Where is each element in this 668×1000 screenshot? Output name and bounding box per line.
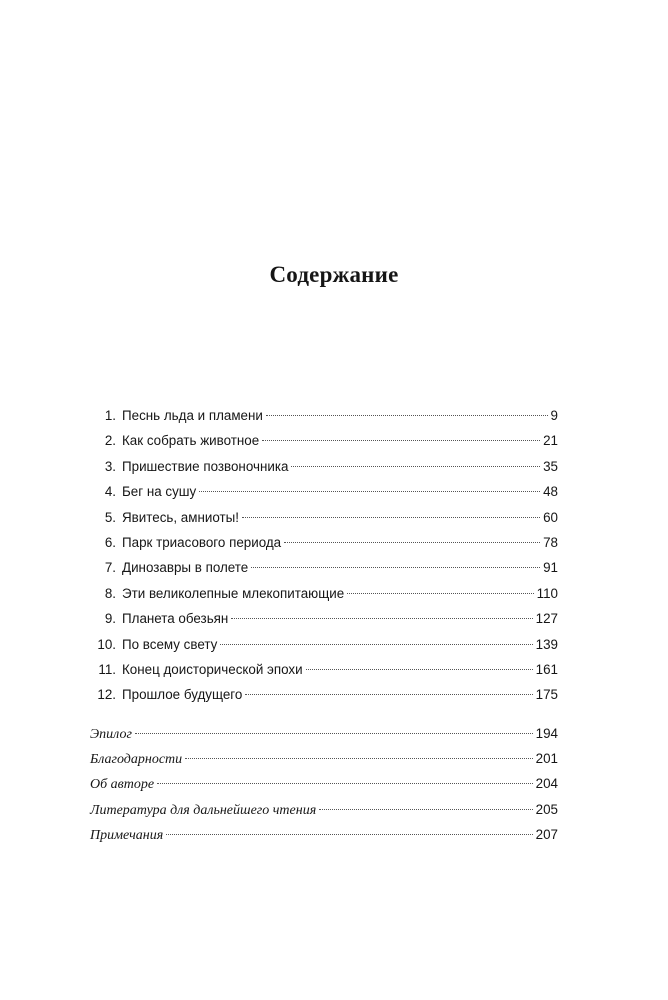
dot-leader [220,644,532,645]
dot-leader [242,517,540,518]
toc-entry-epilogue [86,721,558,746]
toc-entry-page: 60 [543,509,558,525]
toc-entry-title: Песнь льда и пламени [122,408,263,423]
toc-entry-4 [86,479,558,504]
toc-entry-about-author [86,771,558,796]
dot-leader [319,809,532,810]
toc-entry-1 [86,403,558,428]
toc-entry-6 [86,530,558,555]
toc-entry-page: 91 [543,560,558,576]
toc-entry-3 [86,454,558,479]
dot-leader [166,834,532,835]
toc-entry-number: 5. [104,509,116,525]
toc-entry-7 [86,555,558,580]
toc-entry-page: 194 [535,725,558,741]
toc-entry-title: Эпилог [90,726,132,742]
toc-entry-title: Об авторе [90,777,155,793]
toc-entry-page: 48 [543,484,558,500]
toc-entry-title: Парк триасового периода [122,534,282,550]
toc-entry-title: Эти великолепные млекопитающие [122,585,345,601]
toc-entry-number: 10. [97,636,116,652]
toc-entry-title: Примечания [90,828,164,844]
toc-entry-title: Динозавры в полете [122,560,249,576]
toc-entry-page: 207 [535,827,558,843]
page-title: Содержание [269,262,399,287]
toc-entry-title: Благодарности [90,752,183,768]
toc-entry-8 [86,581,558,606]
toc-entry-page: 78 [543,534,558,550]
toc-entry-title: Как собрать животное [122,433,260,449]
dot-leader [199,491,540,492]
dot-leader [135,733,533,734]
dot-leader [306,669,533,670]
toc-entry-5 [86,505,558,530]
toc-entry-title: По всему свету [122,636,218,652]
toc-entry-page: 175 [535,687,558,703]
toc-entry-number: 7. [104,560,116,576]
toc-entry-number: 6. [104,534,116,550]
dot-leader [284,542,540,543]
toc-entry-title: Явитесь, амниоты! [122,509,239,525]
toc-entry-number: 4. [104,484,116,500]
toc-entry-page: 204 [535,776,558,792]
dot-leader [262,440,540,441]
chapter-list [86,403,558,708]
dot-leader [157,783,533,784]
toc-entry-11 [86,657,558,682]
dot-leader [231,618,532,619]
toc-entry-page: 9 [550,408,558,423]
dot-leader [291,466,540,467]
toc-entry-page: 139 [535,636,558,652]
toc-entry-title: Литература для дальнейшего чтения [90,802,317,818]
toc-entry-12 [86,682,558,707]
toc-entry-page: 35 [543,458,558,474]
toc-entry-page: 161 [535,661,558,677]
toc-entry-title: Конец доисторической эпохи [122,661,303,677]
dot-leader [251,567,540,568]
toc-entry-page: 110 [536,585,558,601]
toc-entry-number: 12. [97,687,116,703]
toc-entry-10 [86,632,558,657]
toc-entry-title: Бег на сушу [122,484,197,500]
dot-leader [347,593,533,594]
toc-entry-number: 9. [104,611,116,627]
toc-entry-notes [86,822,558,847]
section-gap [86,708,558,721]
toc-entry-page: 21 [543,433,558,449]
toc-entry-title: Планета обезьян [122,611,229,627]
toc-entry-page: 205 [535,801,558,817]
dot-leader [185,758,532,759]
toc-entry-number: 2. [104,433,116,449]
toc-entry-number: 3. [104,458,116,474]
dot-leader [245,694,532,695]
toc-entry-page: 201 [535,751,558,767]
dot-leader [266,415,548,416]
toc-entry-further-reading [86,797,558,822]
table-of-contents [86,403,558,848]
toc-entry-number: 11. [98,661,116,677]
toc-entry-acknowledgements [86,746,558,771]
toc-entry-number: 1. [104,408,116,423]
toc-entry-number: 8. [104,585,116,601]
toc-entry-page: 127 [535,611,558,627]
toc-entry-title: Пришествие позвоночника [122,458,289,474]
toc-entry-title: Прошлое будущего [122,687,243,703]
back-matter-list [86,721,558,848]
toc-entry-9 [86,606,558,631]
toc-entry-2 [86,428,558,453]
